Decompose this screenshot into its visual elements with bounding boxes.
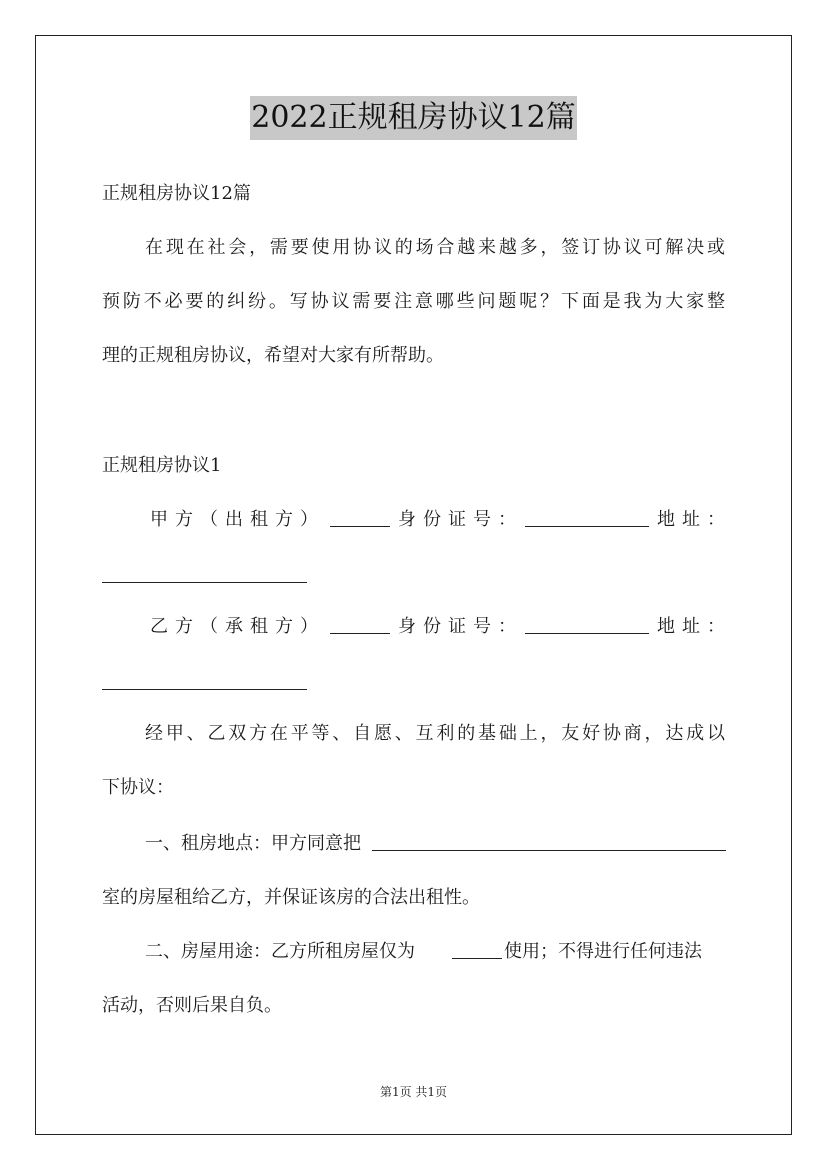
clause-2-continuation: 活动，否则后果自负。: [102, 995, 282, 1016]
title-container: [0, 96, 827, 140]
clause-2-suffix: 使用；不得进行任何违法: [504, 941, 702, 962]
party-b-id-label: 身份证号：: [398, 616, 523, 637]
party-b-label: 乙方（承租方）: [150, 616, 325, 637]
party-a-id-label: 身份证号：: [398, 509, 523, 530]
party-b-address-blank[interactable]: [102, 673, 307, 690]
clause-1-continuation: 室的房屋租给乙方，并保证该房的合法出租性。: [102, 887, 480, 908]
page-number-footer: 第1页 共1页: [379, 1085, 448, 1099]
intro-line-2: 预防不必要的纠纷。写协议需要注意哪些问题呢？下面是我为大家整: [102, 291, 725, 312]
document-title: 2022正规租房协议12篇: [250, 96, 577, 140]
party-a-id-blank[interactable]: [525, 510, 649, 527]
party-a-label: 甲方（出租方）: [150, 509, 325, 530]
clause-2-prefix: 二、房屋用途：乙方所租房屋仅为: [145, 941, 415, 962]
party-a-name-blank[interactable]: [330, 510, 390, 527]
party-b-id-blank[interactable]: [525, 617, 649, 634]
party-a-address-label: 地址：: [657, 509, 732, 530]
clause-1-location-blank[interactable]: [372, 834, 726, 851]
document-subtitle: 正规租房协议12篇: [102, 183, 251, 204]
agreement-intro-line-1: 经甲、乙双方在平等、自愿、互利的基础上，友好协商，达成以: [145, 723, 725, 744]
clause-1-prefix: 一、租房地点：甲方同意把: [145, 833, 361, 854]
agreement-intro-line-2: 下协议：: [102, 777, 174, 798]
clause-2-use-blank[interactable]: [452, 942, 502, 959]
section-heading: 正规租房协议1: [102, 455, 222, 476]
party-b-address-label: 地址：: [657, 616, 732, 637]
party-a-address-blank[interactable]: [102, 566, 307, 583]
intro-line-1: 在现在社会，需要使用协议的场合越来越多，签订协议可解决或: [145, 237, 725, 258]
intro-line-3: 理的正规租房协议，希望对大家有所帮助。: [102, 345, 444, 366]
party-b-name-blank[interactable]: [330, 617, 390, 634]
